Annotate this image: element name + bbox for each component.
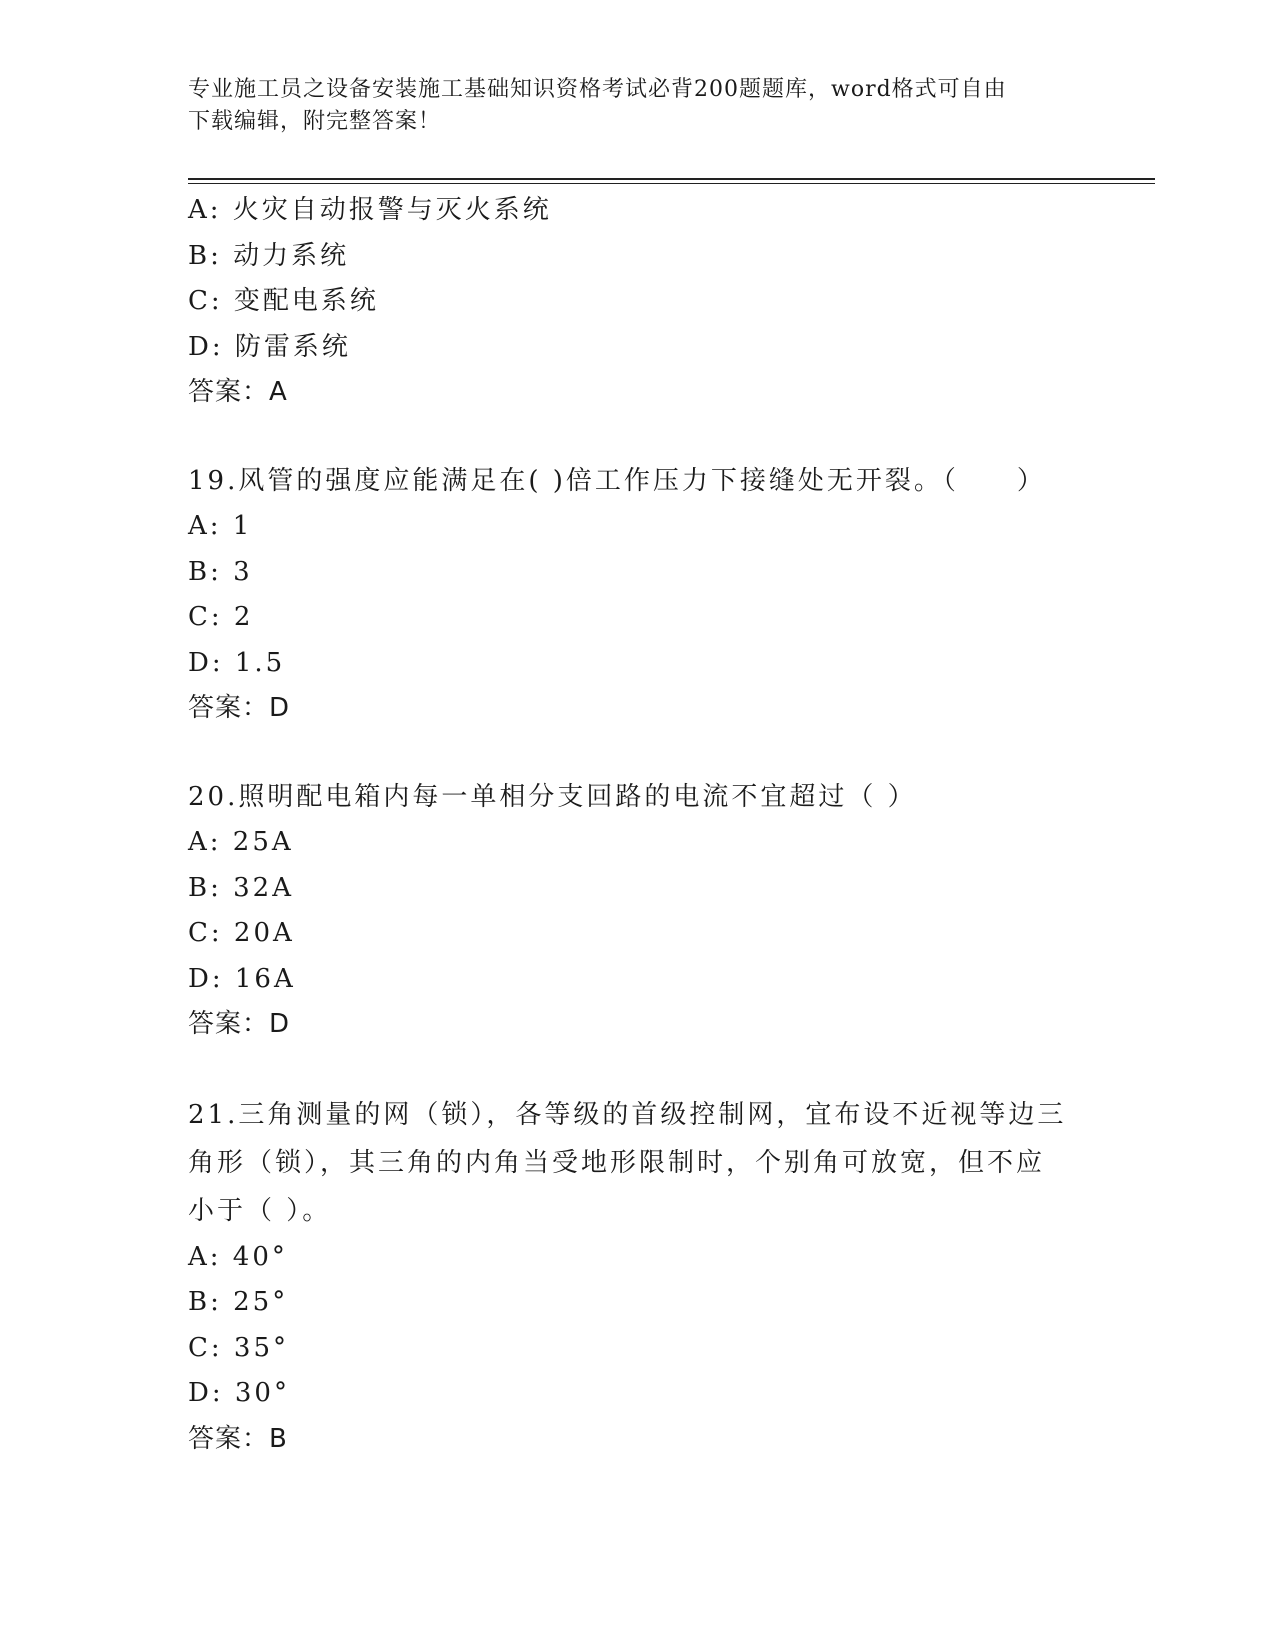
question-18 (188, 188, 1088, 416)
header-line-2: 下载编辑，附完整答案！ (188, 109, 442, 134)
document-header (188, 74, 1068, 138)
option-c: C: 35° (188, 1332, 290, 1363)
option-c: C: 2 (188, 602, 254, 632)
option-a: A: 火灾自动报警与灭火系统 (188, 195, 552, 225)
header-divider-thin (188, 183, 1155, 184)
option-d: D: 防雷系统 (188, 331, 351, 362)
question-text-line-3: 小于（ ）。 (188, 1195, 332, 1226)
option-d: D: 1.5 (188, 647, 286, 678)
option-c: C: 变配电系统 (188, 286, 379, 316)
question-text: 19.风管的强度应能满足在( )倍工作压力下接缝处无开裂。（ ） (188, 465, 1046, 496)
option-c: C: 20A (188, 918, 295, 948)
header-divider-thick (188, 178, 1155, 180)
header-line-1: 专业施工员之设备安装施工基础知识资格考试必背200题题库，word格式可自由 (188, 77, 1007, 102)
question-21 (188, 1091, 1088, 1463)
question-text: 20.照明配电箱内每一单相分支回路的电流不宜超过（ ） (188, 781, 917, 812)
option-b: B: 25° (188, 1287, 289, 1317)
option-a: A: 1 (188, 511, 253, 541)
option-a: A: 25A (188, 827, 294, 857)
question-text-line-2: 角形（锁），其三角的内角当受地形限制时，个别角可放宽，但不应 (188, 1147, 1046, 1178)
spacer (188, 416, 1088, 459)
question-text-line-1: 21.三角测量的网（锁），各等级的首级控制网，宜布设不近视等边三 (188, 1099, 1067, 1130)
answer: 答案：B (188, 1423, 288, 1454)
option-a: A: 40° (188, 1241, 288, 1272)
option-d: D: 16A (188, 963, 296, 994)
answer: 答案：D (188, 1009, 291, 1039)
option-b: B: 动力系统 (188, 240, 350, 271)
answer: 答案：A (188, 377, 288, 407)
option-d: D: 30° (188, 1378, 290, 1408)
spacer (188, 732, 1088, 775)
question-list (188, 188, 1088, 1462)
question-19 (188, 459, 1088, 732)
spacer (188, 1048, 1088, 1091)
question-20 (188, 775, 1088, 1048)
option-b: B: 32A (188, 872, 294, 903)
option-b: B: 3 (188, 556, 253, 587)
answer: 答案：D (188, 693, 291, 723)
